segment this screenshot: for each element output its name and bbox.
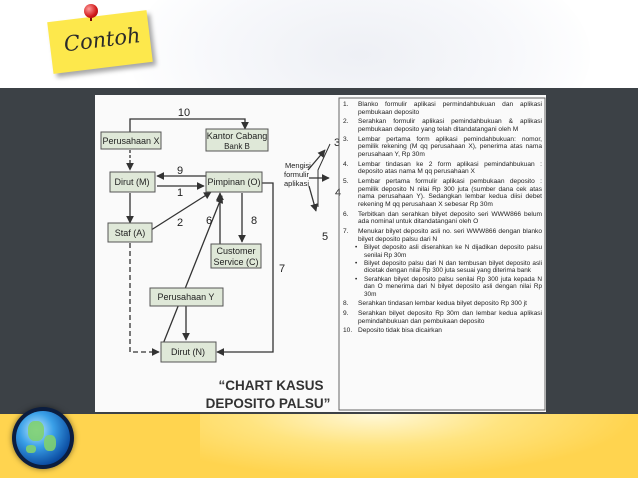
step-2: 2 xyxy=(176,217,184,229)
chart-title-line2: DEPOSITO PALSU” xyxy=(205,396,331,411)
box-kantor-line1: Kantor Cabang xyxy=(206,131,268,141)
note-item: 6. Terbitkan dan serahkan bilyet deposito seri WWW866 belum ada nominal untuk ditandatangani oleh O xyxy=(343,210,542,226)
note-item: 10. Deposito tidak bisa dicairkan xyxy=(343,327,442,335)
box-perusahaan-y-label: Perusahaan Y xyxy=(157,292,215,302)
globe-land xyxy=(44,435,56,451)
footer-glow xyxy=(200,414,638,478)
step-6: 6 xyxy=(205,215,213,227)
bullet-icon: • xyxy=(355,244,358,252)
note-item: 1. Blanko formulir aplikasi permindahbukuan dan aplikasi pembukaan deposito xyxy=(343,101,542,116)
box-pimpinan-o-label: Pimpinan (O) xyxy=(207,177,261,187)
box-dirut-m-label: Dirut (M) xyxy=(114,177,150,187)
step-10: 10 xyxy=(177,107,191,119)
note-item: 2. Serahkan formulir aplikasi pemindahbukuan & aplikasi pembukaan deposito yang telah ditandatangani oleh M xyxy=(343,118,542,133)
sticky-note-title: Contoh xyxy=(62,23,142,57)
sub-note-item: • Serahkan bilyet deposito palsu senilai Rp 300 juta kepada N dan O menerima dari N bilyet deposito asli dengan nilai Rp 30m xyxy=(355,275,542,298)
box-cs-line1: Customer xyxy=(216,246,256,256)
chart-title-line1: “CHART KASUS xyxy=(218,378,324,393)
step-4: 4 xyxy=(334,187,342,199)
globe-land xyxy=(26,445,36,453)
note-item: 8. Serahkan tindasan lembar kedua bilyet deposito Rp 300 jt xyxy=(343,300,527,308)
box-cs-line2: Service (C) xyxy=(213,257,259,267)
mengisi-line3: aplikasi xyxy=(284,179,310,188)
step-8: 8 xyxy=(250,215,258,227)
note-item: 5. Lembar pertama formulir aplikasi pembukaan deposito : pemilik deposito N nilai Rp 300 juta (sumber dana cek atas nama perusahaan Y). Sedangkan lembar kedua diisi debet rekening M qq perusahaan X sebesar Rp 30m xyxy=(343,178,542,208)
step-7: 7 xyxy=(278,263,286,275)
box-perusahaan-x-label: Perusahaan X xyxy=(102,136,160,146)
step-5: 5 xyxy=(321,231,329,243)
box-staf-a-label: Staf (A) xyxy=(114,228,146,238)
bullet-icon: • xyxy=(355,260,358,268)
step-1: 1 xyxy=(176,187,184,199)
box-kantor-line2: Bank B xyxy=(224,142,250,151)
box-dirut-n-label: Dirut (N) xyxy=(171,347,205,357)
mengisi-line2: formulir xyxy=(284,170,310,179)
note-item: 4. Lembar tindasan ke 2 form aplikasi pemindahbukuan : deposito atas nama M qq perusahaan X xyxy=(343,160,542,176)
globe-sphere xyxy=(16,411,70,465)
globe-land xyxy=(28,421,44,441)
note-item: 3. Lembar pertama form aplikasi pemindahbukuan: nomor, pemilik rekening (M qq perusahaan X), penerima atas nama perusahaan Y, Rp 30m xyxy=(343,135,542,158)
step-3: 3 xyxy=(333,137,341,149)
sub-note-item: • Bilyet deposito palsu dari N dan tembusan bilyet deposito asli dicetak dengan nilai Rp 300 juta sesuai yang diterima bank xyxy=(355,260,542,275)
notes-panel xyxy=(343,101,542,337)
mengisi-line1: Mengisi xyxy=(285,161,311,170)
bullet-icon: • xyxy=(355,275,358,283)
sub-note-item: • Bilyet deposito asli diserahkan ke N dijadikan deposito palsu senilai Rp 30m xyxy=(355,244,542,259)
globe-icon xyxy=(12,407,74,469)
step-9: 9 xyxy=(176,165,184,177)
note-item: 9. Serahkan bilyet deposito Rp 30m dan lembar kedua aplikasi pemindahbukuan dan pembukaan deposito xyxy=(343,310,542,325)
note-item: 7. Menukar bilyet deposito asli no. seri WWW866 dengan blanko bilyet deposito palsu dari N xyxy=(343,228,542,243)
